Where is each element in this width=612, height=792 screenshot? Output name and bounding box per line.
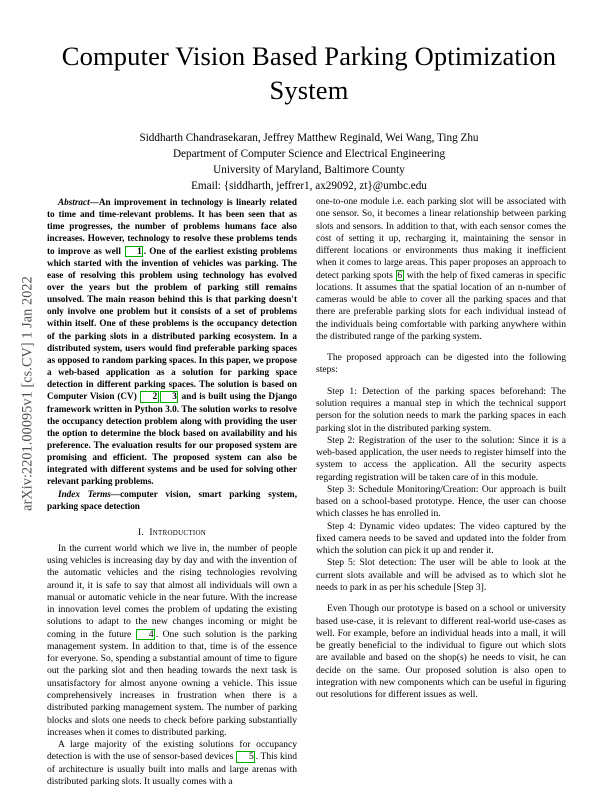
citation-link-4[interactable]: 4: [136, 629, 155, 641]
institution-line: University of Maryland, Baltimore County: [213, 163, 405, 176]
citation-link-1[interactable]: 1: [125, 246, 144, 257]
step-4-paragraph: Step 4: Dynamic video updates: The video captured by the fixed camera needs to be saved and updated into the folder from which the solution can pick it up and render it.: [316, 520, 566, 557]
citation-link-6[interactable]: 6: [397, 269, 403, 281]
paragraph-spacer: [316, 343, 566, 352]
left-column: [47, 196, 298, 787]
right-text-1b: with the help of fixed cameras in specific locations. It assumes that the spatial location of an n-number of cameras would be able to cover all the parking spaces and that there are preferable parking slots for each individual instead of the individuals being comfortable with parking anywhere within the distributed range of the parking system.: [316, 269, 566, 342]
citation-link-5[interactable]: 5: [236, 751, 255, 763]
right-paragraph-2: The proposed approach can be digested into the following steps:: [316, 352, 566, 376]
author-block: [48, 131, 570, 195]
right-paragraph-1: [316, 196, 566, 343]
abstract-label: Abstract: [58, 197, 90, 207]
step-5-paragraph: Step 5: Slot detection: The user will be able to look at the current slots available and will be advised as to which slot he needs to park in as per his schedule [Step 3].: [316, 557, 566, 593]
intro-text-2b: . This kind of architecture is usually built into malls and large arenas with distributed parking slots. It usually comes with a: [47, 751, 298, 787]
right-text-1a: one-to-one module i.e. each parking slot will be associated with one sensor. So, it becomes a linear relationship between parking slots and sensors. In addition to that, with each sensor comes the cost of setting it up, recharging it, maintaining the sensor in different locations or environments thus making it inefficient when it comes to large areas. This paper proposes an approach to detect parking spots: [316, 196, 566, 281]
right-column: [316, 196, 566, 766]
section-title: Introduction: [149, 526, 207, 538]
department-line: Department of Computer Science and Electrical Engineering: [172, 147, 446, 160]
section-heading-introduction: [47, 527, 297, 538]
email-line: Email: {siddharth, jeffrer1, ax29092, zt}@umbc.edu: [191, 179, 427, 192]
abstract-dash: —: [89, 197, 99, 207]
intro-text-1a: In the current world which we live in, the number of people using vehicles is increasing day by day and with the invention of the automatic vehicles and the rising technologies revolving around it, it is safe to say that almost all individuals will own a manual or automatic vehicle in the near future. With the increase in innovation level comes the problem of updating the existing solutions to adapt to the new changes incoming or might be coming in the future: [47, 542, 297, 640]
abstract-text-3: and is built using the Django framework written in Python 3.0. The solution works to resolve the occupancy detection problem along with providing the user the option to determine the block based on availability and his preference. The evaluation results for our proposed system are promising and efficient. The proposed system can also be integrated with different systems and be used for solving other relevant parking problems.: [47, 391, 297, 487]
abstract-text-2: . One of the earliest existing problems which started with the invention of vehicles was parking. The ease of resolving this problem using technology has evolved over the years but the problem of parking still remains unsolved. The main reason behind this is that parking doesn't only involve one problem but it consists of a set of problems within itself. One of these problems is the occupancy detection of the parking slots in a distributed parking ecosystem. In a distributed system, users would find preferable parking spaces as opposed to random parking spaces. In this paper, we propose a web-based application as a solution for parking space detection in different parking spaces. The solution is based on Computer Vision (CV): [47, 245, 297, 402]
step-3-paragraph: Step 3: Schedule Monitoring/Creation: Our approach is built based on a school-based prototype. Hence, the user can choose which classes he has enrolled in.: [316, 483, 566, 520]
index-terms-label: Index Terms: [58, 488, 111, 499]
section-number: I.: [137, 526, 145, 538]
abstract-text-1: An improvement in technology is linearly related to time and time-relevant problems. It has been seen that as time progresses, the number of problems humans face also increases. However, technology to resolve these problems tends to improve as well: [47, 197, 297, 256]
intro-text-2a: A large majority of the existing solutions for occupancy detection is with the use of sensor-based devices: [47, 739, 297, 763]
citation-link-3[interactable]: 3: [160, 391, 179, 402]
paper-header: [48, 40, 570, 194]
index-terms-text: computer vision, smart parking system, parking space detection: [47, 488, 297, 511]
intro-paragraph-1: [47, 543, 297, 739]
author-names: Siddharth Chandrasekaran, Jeffrey Matthew Reginald, Wei Wang, Ting Zhu: [139, 131, 479, 144]
index-terms-paragraph: [47, 488, 297, 512]
paragraph-spacer: [316, 377, 566, 386]
citation-link-2[interactable]: 2: [140, 391, 159, 402]
step-1-paragraph: Step 1: Detection of the parking spaces beforehand: The solution requires a manual step in which the technical support person for the solution needs to mark the parking spaces in each parking slot in the distributed parking system.: [316, 385, 566, 434]
right-paragraph-3: Even Though our prototype is based on a school or university based use-case, it is relevant to different real-world use-cases as well. For example, before an individual heads into a mall, it will be greatly beneficial to the individual to figure out which slots are available and based on the shop(s) he needs to visit, he can decide on the same. Our proposed solution is also open to integration with new components which can be useful in figuring out resolutions for different issues as well.: [316, 603, 566, 701]
arxiv-stamp: arXiv:2201.00095v1 [cs.CV] 1 Jan 2022: [19, 276, 36, 511]
intro-text-1b: . One such solution is the parking management system. In addition to that, time is of the essence for everyone. So, spending a substantial amount of time to figure out the parking slot and then heading towards the next task is unsatisfactory for almost anyone owning a vehicle. This issue comprehensively increases in frustration when there is a distributed parking management system. The number of parking blocks and slots one needs to check before parking substantially increases when it comes to distributed parking.: [47, 628, 297, 738]
intro-paragraph-2: [47, 739, 297, 788]
abstract-paragraph: [47, 196, 297, 488]
paragraph-spacer: [316, 594, 566, 603]
page-title: Computer Vision Based Parking Optimization System: [61, 41, 557, 105]
body-columns: [47, 196, 567, 787]
step-2-paragraph: Step 2: Registration of the user to the solution: Since it is a web-based application, the user needs to register himself into the system to access the application. All the security aspects regarding registration will be taken care of in this module.: [316, 434, 566, 483]
index-terms-dash: —: [110, 488, 121, 499]
